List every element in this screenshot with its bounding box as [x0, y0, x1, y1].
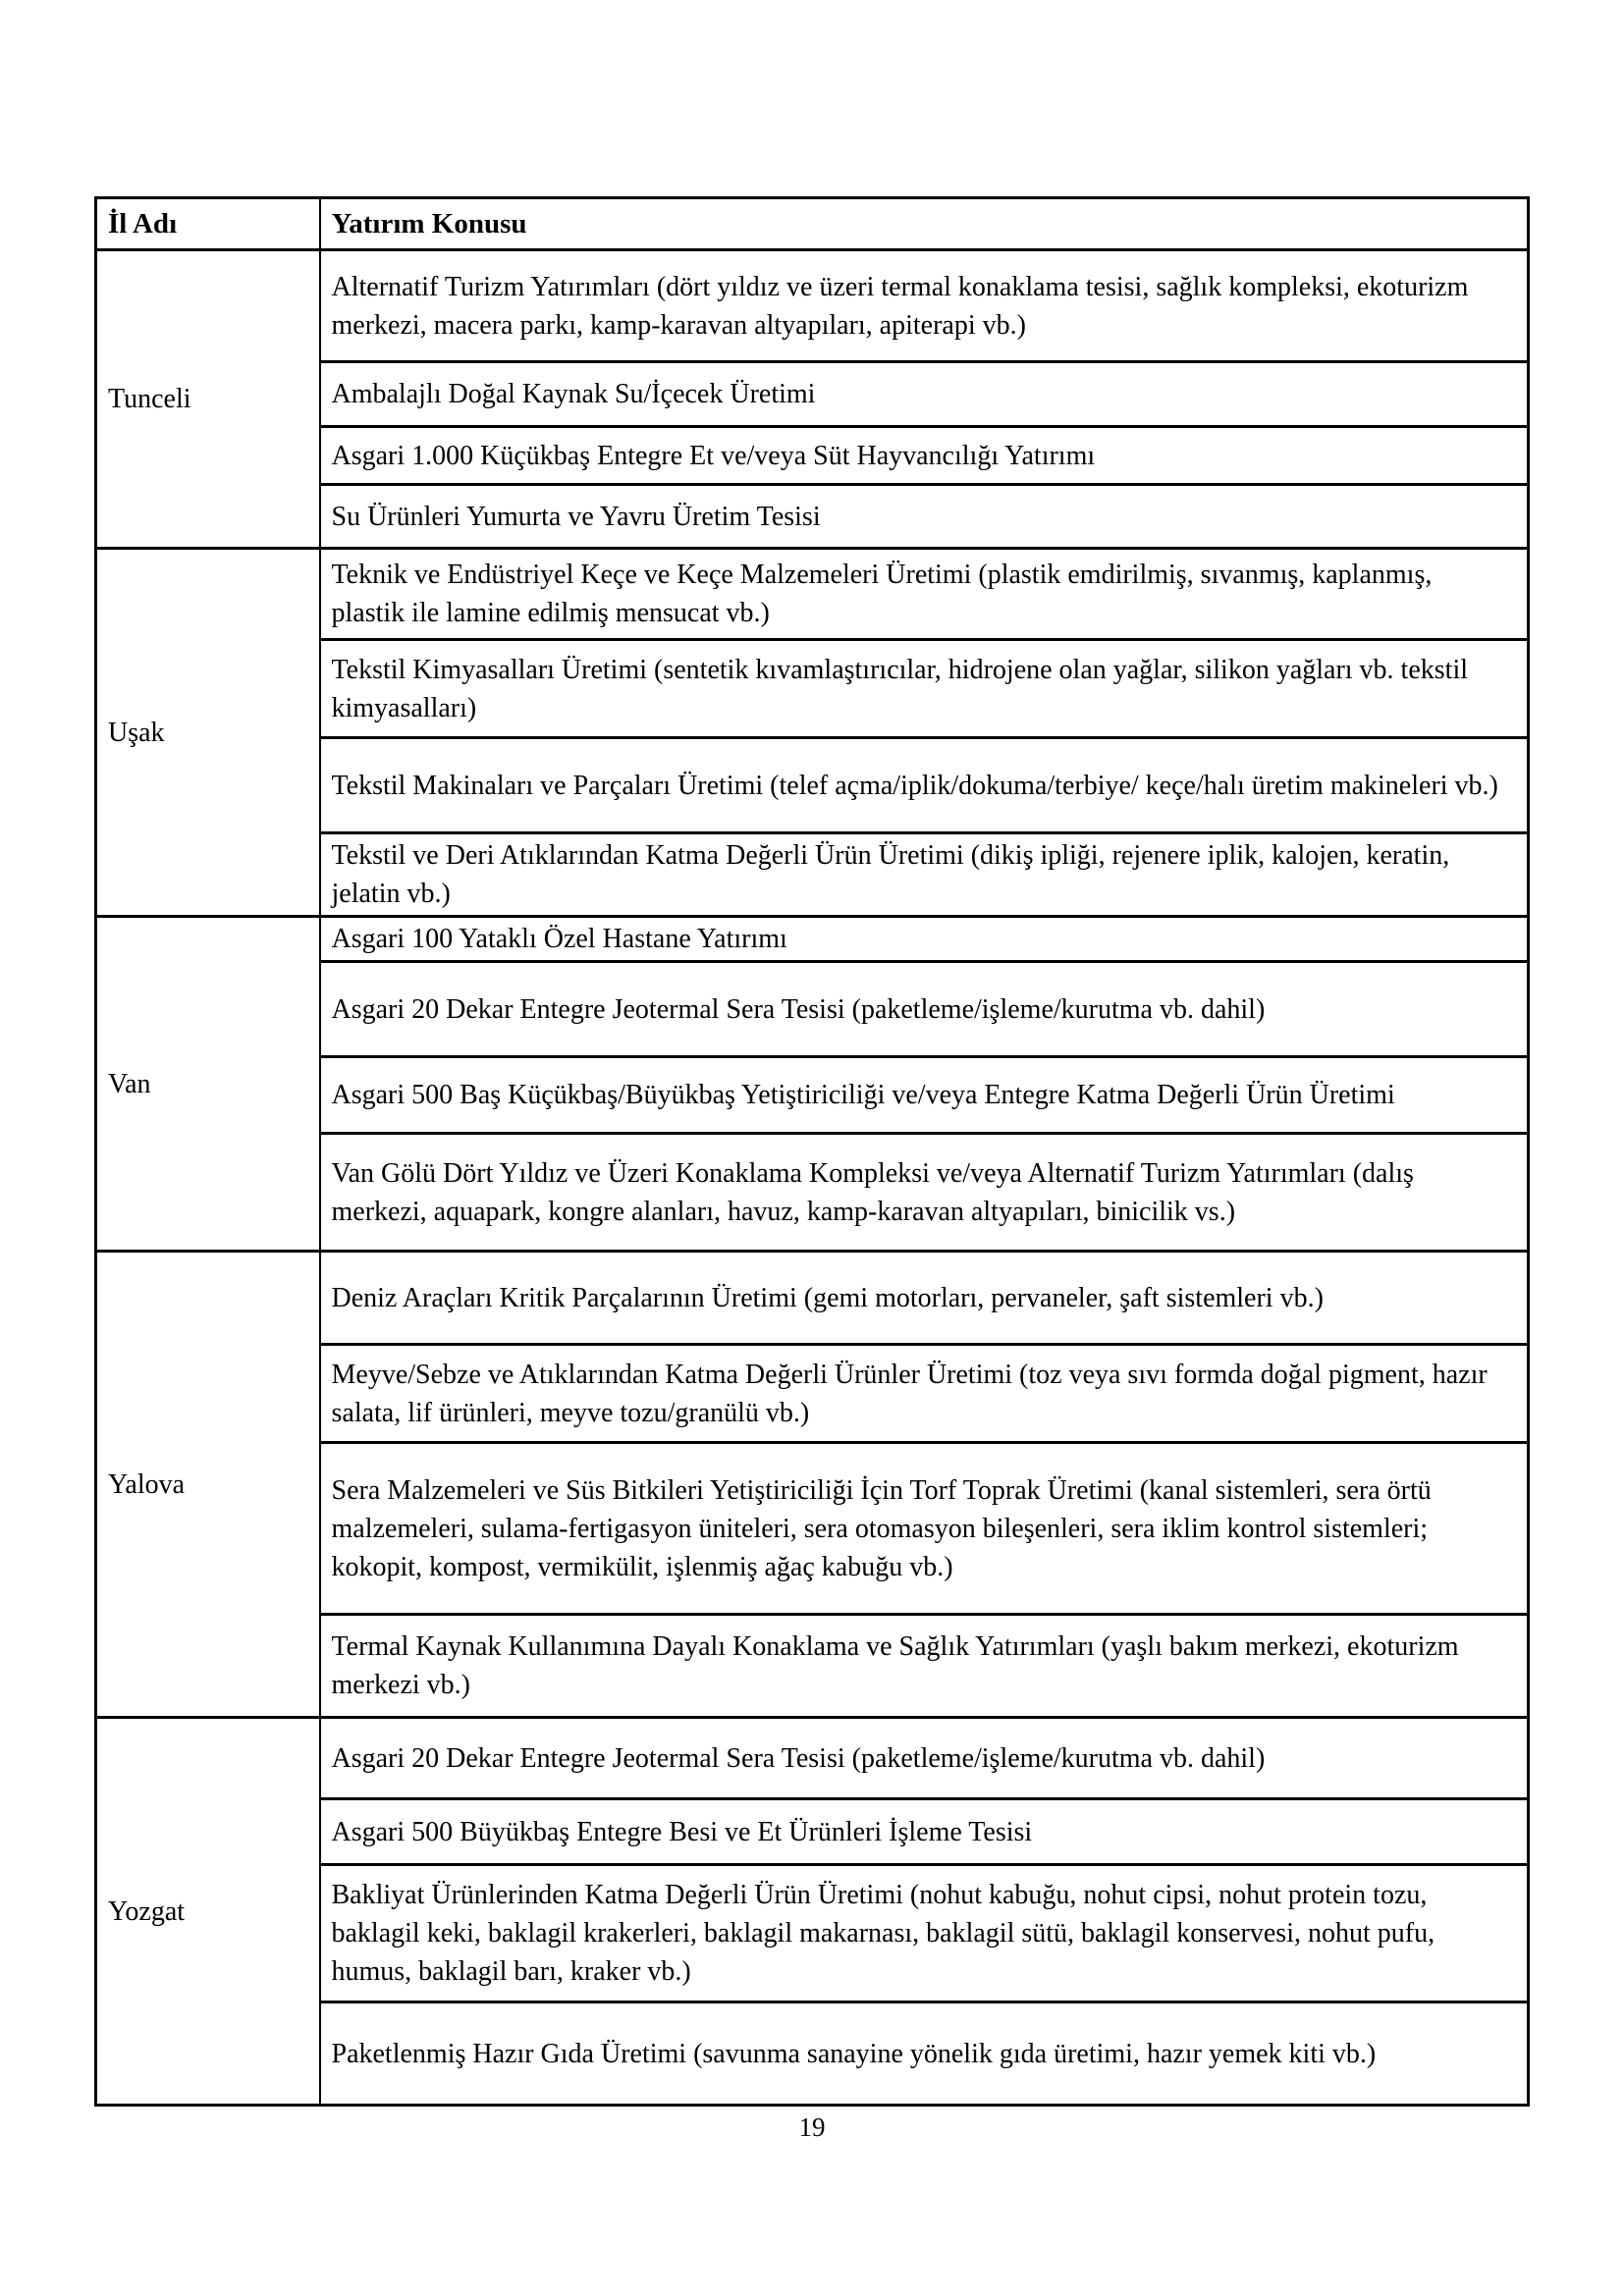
- topic-cell: Asgari 1.000 Küçükbaş Entegre Et ve/veya Süt Hayvancılığı Yatırımı: [320, 427, 1529, 485]
- table-row: [96, 250, 1529, 362]
- topic-cell: Asgari 500 Baş Küçükbaş/Büyükbaş Yetiştiriciliği ve/veya Entegre Katma Değerli Ürün Üretimi: [320, 1057, 1529, 1134]
- topic-cell: Asgari 20 Dekar Entegre Jeotermal Sera Tesisi (paketleme/işleme/kurutma vb. dahil): [320, 1718, 1529, 1799]
- province-cell-yozgat: Yozgat: [96, 1718, 320, 2106]
- topic-cell: Tekstil Kimyasalları Üretimi (sentetik kıvamlaştırıcılar, hidrojene olan yağlar, silikon yağları vb. tekstil kimyasalları): [320, 640, 1529, 738]
- topic-cell: Paketlenmiş Hazır Gıda Üretimi (savunma sanayine yönelik gıda üretimi, hazır yemek kiti vb.): [320, 2002, 1529, 2106]
- topic-cell: Ambalajlı Doğal Kaynak Su/İçecek Üretimi: [320, 362, 1529, 427]
- topic-cell: Su Ürünleri Yumurta ve Yavru Üretim Tesisi: [320, 485, 1529, 549]
- topic-cell: Termal Kaynak Kullanımına Dayalı Konaklama ve Sağlık Yatırımları (yaşlı bakım merkezi, ekoturizm merkezi vb.): [320, 1615, 1529, 1718]
- table-row: [96, 917, 1529, 962]
- topic-cell: Deniz Araçları Kritik Parçalarının Üretimi (gemi motorları, pervaneler, şaft sistemleri vb.): [320, 1252, 1529, 1345]
- province-cell-tunceli: Tunceli: [96, 250, 320, 549]
- table-header-row: [96, 198, 1529, 250]
- province-cell-van: Van: [96, 917, 320, 1252]
- province-cell-usak: Uşak: [96, 549, 320, 917]
- table-row: [96, 1252, 1529, 1345]
- topic-cell: Asgari 100 Yataklı Özel Hastane Yatırımı: [320, 917, 1529, 962]
- topic-cell: Bakliyat Ürünlerinden Katma Değerli Ürün Üretimi (nohut kabuğu, nohut cipsi, nohut protein tozu, baklagil keki, baklagil krakerleri, baklagil makarnası, baklagil sütü, baklagil konservesi, nohut pufu, humus, baklagil barı, kraker vb.): [320, 1865, 1529, 2002]
- province-cell-yalova: Yalova: [96, 1252, 320, 1718]
- table-row: [96, 549, 1529, 640]
- topic-cell: Tekstil ve Deri Atıklarından Katma Değerli Ürün Üretimi (dikiş ipliği, rejenere iplik, kalojen, keratin, jelatin vb.): [320, 833, 1529, 917]
- topic-cell: Tekstil Makinaları ve Parçaları Üretimi (telef açma/iplik/dokuma/terbiye/ keçe/halı üretim makineleri vb.): [320, 738, 1529, 833]
- page-number: 19: [798, 2112, 826, 2142]
- topic-cell: Alternatif Turizm Yatırımları (dört yıldız ve üzeri termal konaklama tesisi, sağlık kompleksi, ekoturizm merkezi, macera parkı, kamp-karavan altyapıları, apiterapi vb.): [320, 250, 1529, 362]
- topic-cell: Asgari 500 Büyükbaş Entegre Besi ve Et Ürünleri İşleme Tesisi: [320, 1799, 1529, 1865]
- column-header-topic: Yatırım Konusu: [320, 198, 1529, 250]
- topic-cell: Asgari 20 Dekar Entegre Jeotermal Sera Tesisi (paketleme/işleme/kurutma vb. dahil): [320, 962, 1529, 1057]
- topic-cell: Teknik ve Endüstriyel Keçe ve Keçe Malzemeleri Üretimi (plastik emdirilmiş, sıvanmış, kaplanmış, plastik ile lamine edilmiş mensucat vb.): [320, 549, 1529, 640]
- topic-cell: Meyve/Sebze ve Atıklarından Katma Değerli Ürünler Üretimi (toz veya sıvı formda doğal pigment, hazır salata, lif ürünleri, meyve tozu/granülü vb.): [320, 1345, 1529, 1443]
- column-header-province: İl Adı: [96, 198, 320, 250]
- topic-cell: Van Gölü Dört Yıldız ve Üzeri Konaklama Kompleksi ve/veya Alternatif Turizm Yatırımları (dalış merkezi, aquapark, kongre alanları, havuz, kamp-karavan altyapıları, binicilik vs.): [320, 1134, 1529, 1252]
- investment-topics-table: [94, 196, 1530, 2107]
- topic-cell: Sera Malzemeleri ve Süs Bitkileri Yetiştiriciliği İçin Torf Toprak Üretimi (kanal sistemleri, sera örtü malzemeleri, sulama-fertigasyon üniteleri, sera otomasyon bileşenleri, sera iklim kontrol sistemleri; kokopit, kompost, vermikülit, işlenmiş ağaç kabuğu vb.): [320, 1443, 1529, 1615]
- table-row: [96, 1718, 1529, 1799]
